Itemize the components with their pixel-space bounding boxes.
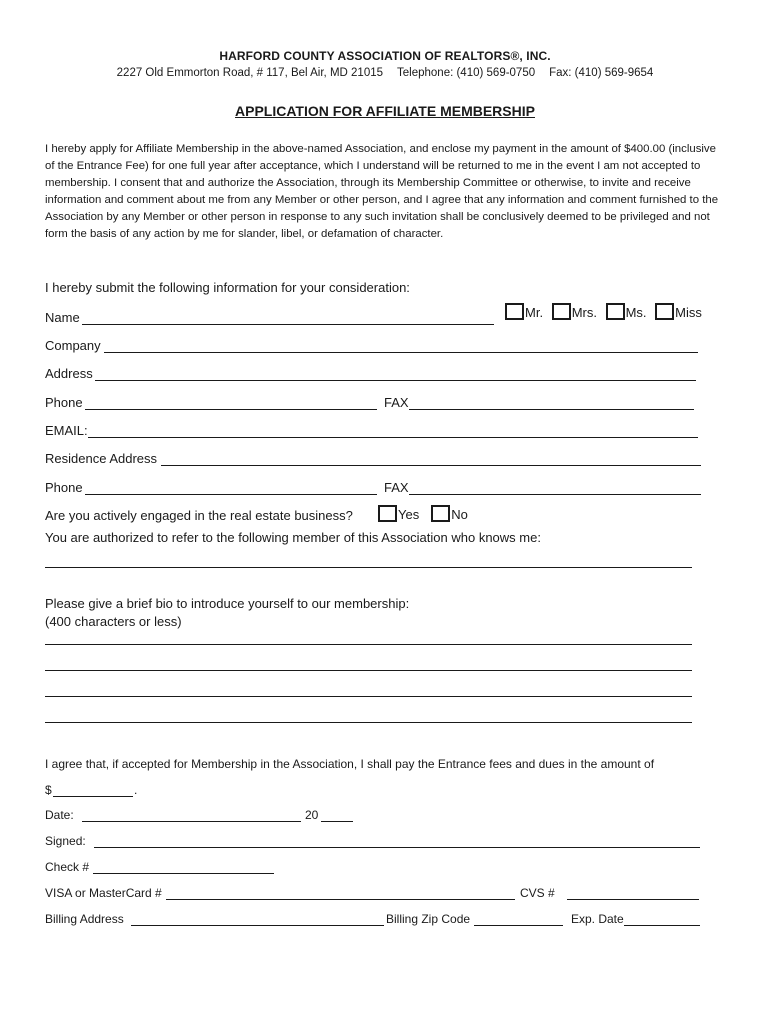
check-number-field[interactable] — [93, 873, 274, 874]
salutation-miss-checkbox[interactable] — [655, 303, 674, 320]
amount-field[interactable] — [53, 796, 133, 797]
referral-text: You are authorized to refer to the following member of this Association who knows me: — [45, 530, 541, 545]
address-label: Address — [45, 366, 93, 381]
cvs-label: CVS # — [520, 886, 555, 900]
yes-checkbox[interactable] — [378, 505, 397, 522]
agreement-text: I agree that, if accepted for Membership in the Association, I shall pay the Entrance fees and dues in the amount of — [45, 757, 655, 771]
phone-field[interactable] — [85, 409, 377, 410]
org-name: HARFORD COUNTY ASSOCIATION OF REALTORS®, INC. — [219, 49, 551, 63]
engaged-question: Are you actively engaged in the real estate business? — [45, 508, 353, 523]
check-label: Check # — [45, 860, 90, 874]
company-label: Company — [45, 338, 101, 353]
salutation-mr-label: Mr. — [525, 305, 544, 320]
fax-field[interactable] — [409, 409, 694, 410]
yes-label: Yes — [398, 507, 420, 522]
org-contact-line — [0, 67, 770, 79]
no-label: No — [451, 507, 468, 522]
fax-label: FAX — [384, 395, 409, 410]
cvs-field[interactable] — [567, 899, 699, 900]
salutation-mrs-checkbox[interactable] — [552, 303, 571, 320]
year-prefix: 20 — [305, 808, 319, 822]
residence-phone-field[interactable] — [85, 494, 377, 495]
card-number-field[interactable] — [166, 899, 515, 900]
salutation-ms-label: Ms. — [625, 305, 647, 320]
phone-label: Phone — [45, 395, 83, 410]
card-label: VISA or MasterCard # — [45, 886, 162, 900]
name-label: Name — [45, 310, 80, 325]
name-field[interactable] — [82, 324, 494, 325]
residence-address-label: Residence Address — [45, 451, 158, 466]
amount-suffix: . — [134, 783, 138, 797]
engaged-options — [378, 505, 468, 522]
bio-line-1[interactable] — [45, 644, 692, 645]
residence-phone-label: Phone — [45, 480, 83, 495]
residence-fax-field[interactable] — [409, 494, 701, 495]
salutation-miss-label: Miss — [675, 305, 702, 320]
billing-address-label: Billing Address — [45, 912, 124, 926]
amount-prefix: $ — [45, 783, 52, 797]
email-label: EMAIL: — [45, 423, 88, 438]
exp-date-field[interactable] — [624, 925, 700, 926]
org-fax: Fax: (410) 569-9654 — [549, 67, 654, 79]
year-field[interactable] — [321, 821, 353, 822]
intro-paragraph: I hereby apply for Affiliate Membership in the above-named Association, and enclose my payment in the amount of $400.00 (inclusive of the Entrance Fee) for one full year after acceptance, which I understand will be returned to me in the event I am not accepted to membership. I consent that and authorize the Association, through its Membership Committee or otherwise, to invite and receive information and comment about me from any Member or other person, and I agree that any information and comment furnished to the Association by any Member or other person in response to any such invitation shall be conclusively deemed to be privileged and not form the basis of any action by me for slander, libel, or defamation of character. — [45, 143, 719, 241]
bio-line-4[interactable] — [45, 722, 692, 723]
form-title: APPLICATION FOR AFFILIATE MEMBERSHIP — [235, 103, 535, 119]
bio-line-2[interactable] — [45, 670, 692, 671]
date-field[interactable] — [82, 821, 301, 822]
bio-line-3[interactable] — [45, 696, 692, 697]
org-address: 2227 Old Emmorton Road, # 117, Bel Air, MD 21015 — [116, 67, 384, 79]
referral-field[interactable] — [45, 567, 692, 568]
date-label: Date: — [45, 808, 74, 822]
signed-label: Signed: — [45, 834, 86, 848]
residence-address-field[interactable] — [161, 465, 701, 466]
no-checkbox[interactable] — [431, 505, 450, 522]
address-field[interactable] — [95, 380, 696, 381]
salutation-mr-checkbox[interactable] — [505, 303, 524, 320]
bio-prompt: Please give a brief bio to introduce yourself to our membership: — [45, 596, 410, 611]
org-telephone: Telephone: (410) 569-0750 — [397, 67, 536, 79]
email-field[interactable] — [88, 437, 698, 438]
billing-address-field[interactable] — [131, 925, 384, 926]
submit-intro: I hereby submit the following information for your consideration: — [45, 280, 410, 295]
residence-fax-label: FAX — [384, 480, 409, 495]
salutation-mrs-label: Mrs. — [571, 305, 597, 320]
company-field[interactable] — [104, 352, 698, 353]
bio-limit: (400 characters or less) — [45, 614, 182, 629]
signature-field[interactable] — [94, 847, 700, 848]
salutation-group — [505, 303, 707, 320]
billing-zip-field[interactable] — [474, 925, 563, 926]
billing-zip-label: Billing Zip Code — [386, 912, 471, 926]
salutation-ms-checkbox[interactable] — [606, 303, 625, 320]
exp-date-label: Exp. Date — [571, 912, 624, 926]
